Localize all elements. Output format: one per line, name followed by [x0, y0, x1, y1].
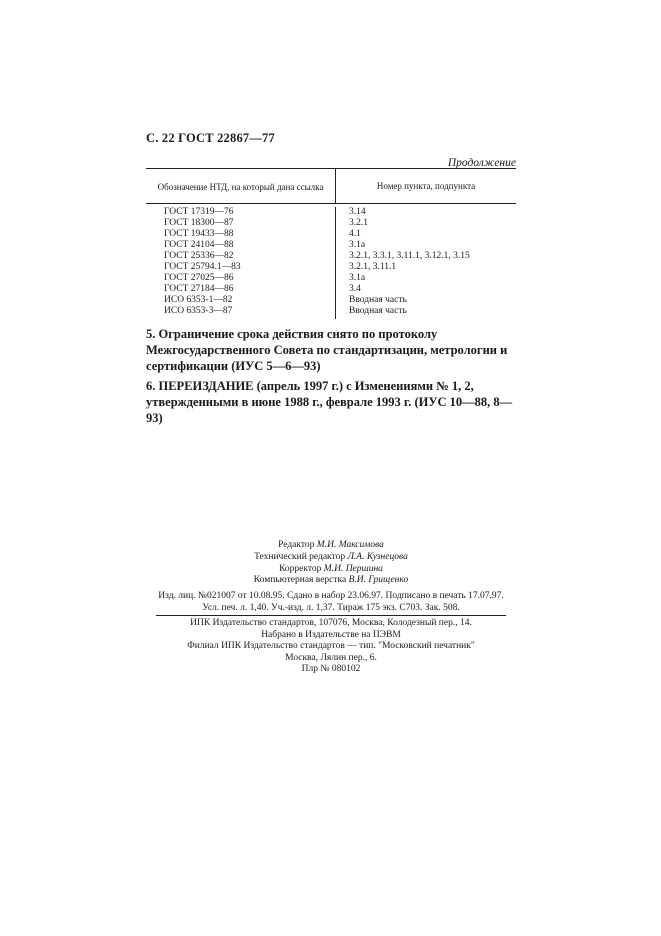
table-cell-doc: ИСО 6353-1—82	[164, 295, 233, 305]
table-cell-item: Вводная часть	[349, 306, 407, 316]
credit-line	[146, 564, 516, 576]
table-cell-doc: ГОСТ 17319—76	[164, 207, 234, 217]
table-cell-doc: ГОСТ 25336—82	[164, 251, 234, 261]
table-cell-item: Вводная часть	[349, 295, 407, 305]
printing-line: Набрано в Издательстве на ПЭВМ	[261, 629, 401, 640]
note-text: ПЕРЕИЗДАНИЕ (апрель 1997 г.) с Изменениями № 1, 2, утвержденными в июне 1988 г., феврале 1993 г. (ИУС 10—88, 8—93)	[146, 379, 513, 425]
page-header: С. 22 ГОСТ 22867—77	[146, 131, 275, 145]
publication-info	[146, 591, 516, 614]
printing-line: ИПК Издательство стандартов, 107076, Москва, Колодезный пер., 14.	[190, 618, 472, 628]
table-header	[146, 169, 516, 204]
table-cell-item: 3.1а	[349, 273, 366, 283]
credits-block	[146, 540, 516, 587]
credit-line	[146, 552, 516, 564]
col-header-document: Обозначение НТД, на который дана ссылка	[146, 169, 336, 203]
table-cell-doc: ГОСТ 27025—86	[164, 273, 234, 283]
table-cell-item: 3.4	[349, 284, 361, 294]
table-cell-item: 3.2.1	[349, 218, 368, 228]
col-header-item: Номер пункта, подпункта	[376, 180, 476, 191]
item-column	[336, 207, 516, 319]
table-cell-doc: ГОСТ 24104—88	[164, 240, 234, 250]
credit-name: М.И. Максимова	[316, 540, 384, 550]
printing-info	[146, 618, 516, 676]
table-cell-item: 3.1а	[349, 240, 366, 250]
note-number: 6.	[146, 379, 156, 393]
credit-name: М.И. Першина	[323, 563, 383, 574]
reference-table	[146, 168, 516, 319]
publication-line: Усл. печ. л. 1,40. Уч.-изд. л. 1,37. Тираж 175 экз. С703. Зак. 508.	[202, 602, 460, 613]
credit-role: Редактор	[278, 540, 315, 550]
note-6	[146, 378, 518, 426]
note-5	[146, 326, 518, 374]
credit-role: Компьютерная верстка	[253, 575, 347, 586]
table-cell-doc: ГОСТ 18300—87	[164, 218, 234, 228]
printing-line: Филиал ИПК Издательство стандартов — тип. "Московский печатник"	[187, 641, 475, 651]
table-cell-item: 3.2.1, 3.11.1	[349, 262, 397, 272]
continuation-label: Продолжение	[447, 157, 516, 169]
table-cell-item: 3.2.1, 3.3.1, 3.11.1, 3.12.1, 3.15	[349, 251, 470, 261]
credit-role: Корректор	[279, 563, 322, 574]
printing-line: Плр № 080102	[301, 664, 361, 674]
credit-name: В.И. Грищенко	[348, 575, 409, 586]
credit-name: Л.А. Кузнецова	[347, 551, 408, 562]
table-cell-item: 4.1	[349, 229, 361, 239]
note-number: 5.	[146, 327, 156, 341]
credit-line	[146, 540, 516, 552]
table-cell-doc: ГОСТ 25794.1—83	[164, 262, 241, 272]
table-body	[146, 204, 516, 319]
credit-role: Технический редактор	[254, 551, 346, 562]
table-cell-doc: ГОСТ 19433—88	[164, 229, 234, 239]
divider	[156, 615, 506, 616]
printing-line: Москва, Лялин пер., 6.	[285, 652, 377, 663]
table-cell-doc: ГОСТ 27184—86	[164, 284, 234, 294]
credit-line	[146, 575, 516, 587]
publication-line: Изд. лиц. №021007 от 10.08.95. Сдано в набор 23.06.97. Подписано в печать 17.07.97.	[158, 591, 504, 601]
table-cell-item: 3.14	[349, 207, 366, 217]
document-column	[146, 207, 336, 319]
table-cell-doc: ИСО 6353-3—87	[164, 306, 233, 316]
note-text: Ограничение срока действия снято по протоколу Межгосударственного Совета по стандартизации, метрологии и сертификации (ИУС 5—6—93)	[146, 327, 508, 373]
